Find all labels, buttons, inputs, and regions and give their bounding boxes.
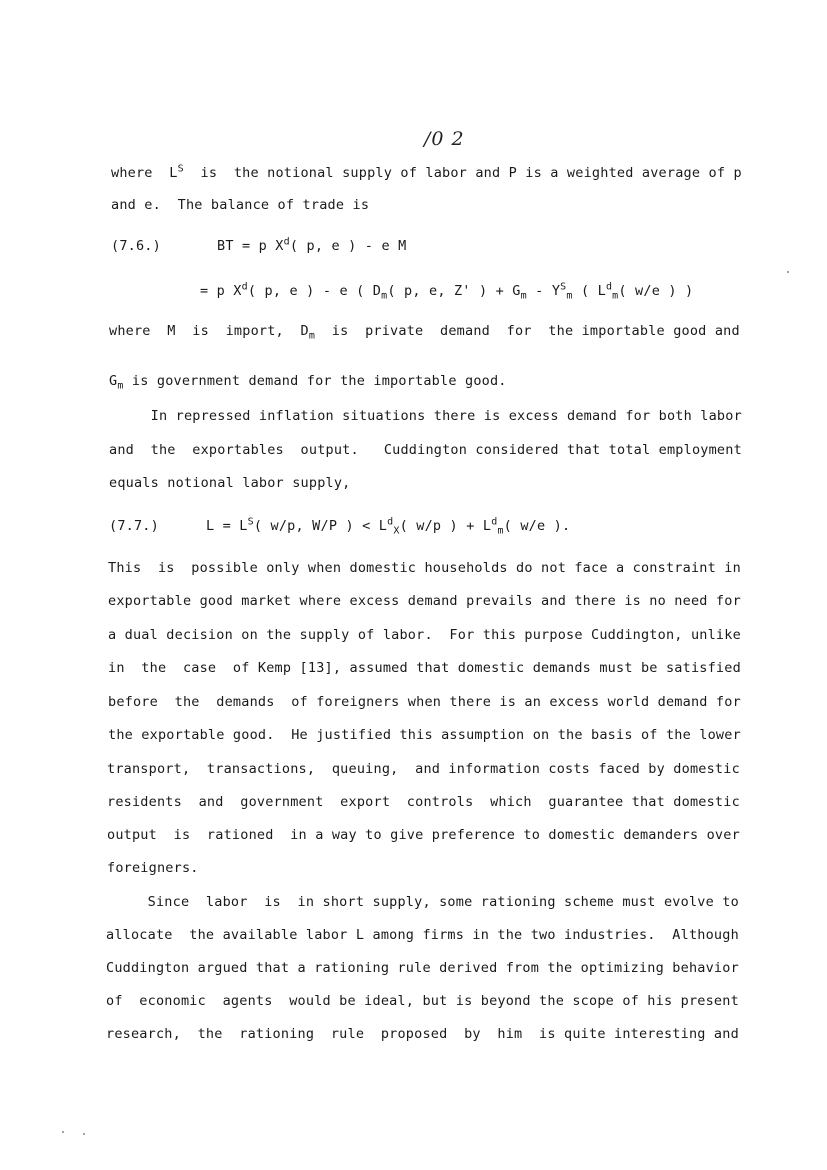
text-line: of economic agents would be ideal, but is beyond the scope of his present [106, 993, 739, 1009]
page-number: /0 2 [424, 128, 465, 150]
equation-label: (7.6.) [111, 238, 161, 254]
text-line: a dual decision on the supply of labor. For this purpose Cuddington, unlike [108, 627, 741, 643]
equation-7-7: $L = L^S$( w/p, W/P ) < $L^d_X$( w/p ) + $L^d_m$( w/e ). [206, 516, 571, 537]
text-line: and the exportables output. Cuddington considered that total employment [109, 442, 742, 458]
text-line: research, the rationing rule proposed by him is quite interesting and [106, 1026, 739, 1042]
text-line: the exportable good. He justified this assumption on the basis of the lower [108, 727, 741, 743]
text-line: output is rationed in a way to give preference to domestic demanders over [107, 827, 740, 843]
text-line: allocate the available labor L among firms in the two industries. Although [106, 927, 739, 943]
text-line: in the case of Kemp [13], assumed that domestic demands must be satisfied [108, 660, 741, 676]
scan-speck [83, 1133, 85, 1135]
text-line: This is possible only when domestic households do not face a constraint in [108, 560, 741, 576]
text-line: Since labor is in short supply, some rationing scheme must evolve to [106, 894, 739, 910]
text-line: In repressed inflation situations there is excess demand for both labor [109, 408, 742, 424]
text-line: equals notional labor supply, [109, 475, 351, 491]
text-line: $G_m$ is government demand for the importable good. [109, 373, 507, 392]
text-line: before the demands of foreigners when there is an excess world demand for [108, 694, 741, 710]
text-line: and e. The balance of trade is [111, 197, 370, 213]
equation-7-6: BT = p $X^d$( p, e ) - e M [217, 236, 407, 254]
scan-speck [62, 1131, 64, 1133]
scan-speck [787, 271, 789, 273]
text-line: transport, transactions, queuing, and information costs faced by domestic [107, 761, 740, 777]
text-line: where M is import, $D_m$ is private demand for the importable good and [109, 323, 740, 342]
equation-label: (7.7.) [109, 518, 159, 534]
equation-7-6-continued: = p $X^d$( p, e ) - e ( $D_m$( p, e, Z' ) + $G_m - Y^S_m$ ( $L^d_m$( w/e ) ) [200, 281, 694, 302]
text-line: Cuddington argued that a rationing rule derived from the optimizing behavior [106, 960, 739, 976]
text-line: exportable good market where excess demand prevails and there is no need for [108, 593, 741, 609]
text-line: foreigners. [107, 860, 199, 876]
text-line: residents and government export controls which guarantee that domestic [107, 794, 740, 810]
text-line: where $L^S$ is the notional supply of labor and P is a weighted average of p [111, 163, 742, 181]
